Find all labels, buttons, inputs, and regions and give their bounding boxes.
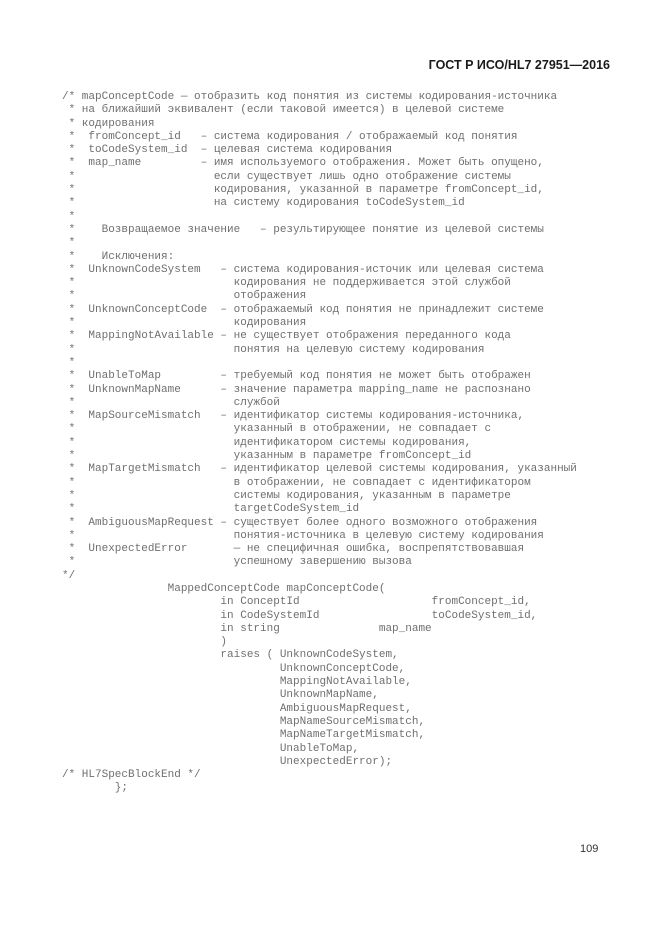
code-line: * [62, 210, 76, 223]
standard-header: ГОСТ Р ИСО/HL7 27951—2016 [428, 58, 610, 72]
code-line: * UnknownConceptCode – отображаемый код понятия не принадлежит системе [62, 303, 544, 316]
code-line: * кодирования, указанной в параметре fromConcept_id, [62, 184, 544, 197]
code-line: AmbiguousMapRequest, [62, 702, 412, 715]
code-line: * [62, 237, 76, 250]
code-line: * UnknownMapName – значение параметра mapping_name не распознано [62, 383, 531, 396]
code-line: * идентификатором системы кодирования, [62, 436, 472, 449]
code-line: * Исключения: [62, 250, 175, 263]
code-line: */ [62, 569, 76, 582]
code-line: UnableToMap, [62, 742, 360, 755]
code-line: * UnexpectedError — не специфичная ошибка, воспрепятствовавшая [62, 543, 525, 556]
code-line: in string map_name [62, 622, 432, 635]
code-line: }; [62, 782, 129, 795]
code-line: * кодирования [62, 317, 307, 330]
code-line: in CodeSystemId toCodeSystem_id, [62, 609, 538, 622]
code-line: * на систему кодирования toCodeSystem_id [62, 197, 465, 210]
code-line: MappingNotAvailable, [62, 676, 412, 689]
code-line: ) [62, 636, 228, 649]
code-line: /* mapConceptCode — отобразить код понятия из системы кодирования-источника [62, 91, 558, 103]
code-block [62, 91, 577, 796]
code-line: * отображения [62, 290, 307, 303]
code-line: /* HL7SpecBlockEnd */ [62, 769, 201, 782]
code-line: * MapSourceMismatch – идентификатор системы кодирования-источника, [62, 410, 525, 423]
code-line: * MapTargetMismatch – идентификатор целевой системы кодирования, указанный [62, 463, 577, 476]
code-line: * Возвращаемое значение – результирующее понятие из целевой системы [62, 223, 544, 236]
code-line: * targetCodeSystem_id [62, 503, 360, 516]
code-line: * fromConcept_id – система кодирования / отображаемый код понятия [62, 130, 518, 143]
code-line: * MappingNotAvailable – не существует отображения переданного кода [62, 330, 511, 343]
code-line: * указанный в отображении, не совпадает с [62, 423, 492, 436]
code-line: * успешному завершению вызова [62, 556, 412, 569]
code-line: * кодирования не поддерживается этой службой [62, 277, 511, 290]
code-line: * понятия на целевую систему кодирования [62, 343, 485, 356]
code-line: * указанным в параметре fromConcept_id [62, 450, 472, 463]
code-line: * понятия-источника в целевую систему кодирования [62, 529, 544, 542]
code-line: * UnableToMap – требуемый код понятия не может быть отображен [62, 370, 531, 383]
code-line: MappedConceptCode mapConceptCode( [62, 582, 386, 595]
code-line: * на ближайший эквивалент (если таковой имеется) в целевой системе [62, 104, 505, 117]
code-line: * [62, 356, 76, 369]
code-line: * в отображении, не совпадает с идентификатором [62, 476, 531, 489]
code-line: UnexpectedError); [62, 755, 393, 768]
code-line: UnknownConceptCode, [62, 662, 406, 675]
code-line: UnknownMapName, [62, 689, 379, 702]
code-line: MapNameSourceMismatch, [62, 715, 426, 728]
code-line: * службой [62, 396, 280, 409]
code-line: * AmbiguousMapRequest – существует более одного возможного отображения [62, 516, 538, 529]
code-line: MapNameTargetMismatch, [62, 729, 426, 742]
code-line: in ConceptId fromConcept_id, [62, 596, 531, 609]
code-line: raises ( UnknownCodeSystem, [62, 649, 399, 662]
page-number: 109 [580, 843, 599, 855]
code-line: * системы кодирования, указанным в параметре [62, 489, 511, 502]
code-line: * toCodeSystem_id – целевая система кодирования [62, 144, 393, 157]
code-line: * map_name – имя используемого отображения. Может быть опущено, [62, 157, 544, 170]
code-line: * если существует лишь одно отображение системы [62, 170, 511, 183]
code-line: * кодирования [62, 117, 155, 130]
code-line: * UnknownCodeSystem – система кодирования-источик или целевая система [62, 263, 544, 276]
